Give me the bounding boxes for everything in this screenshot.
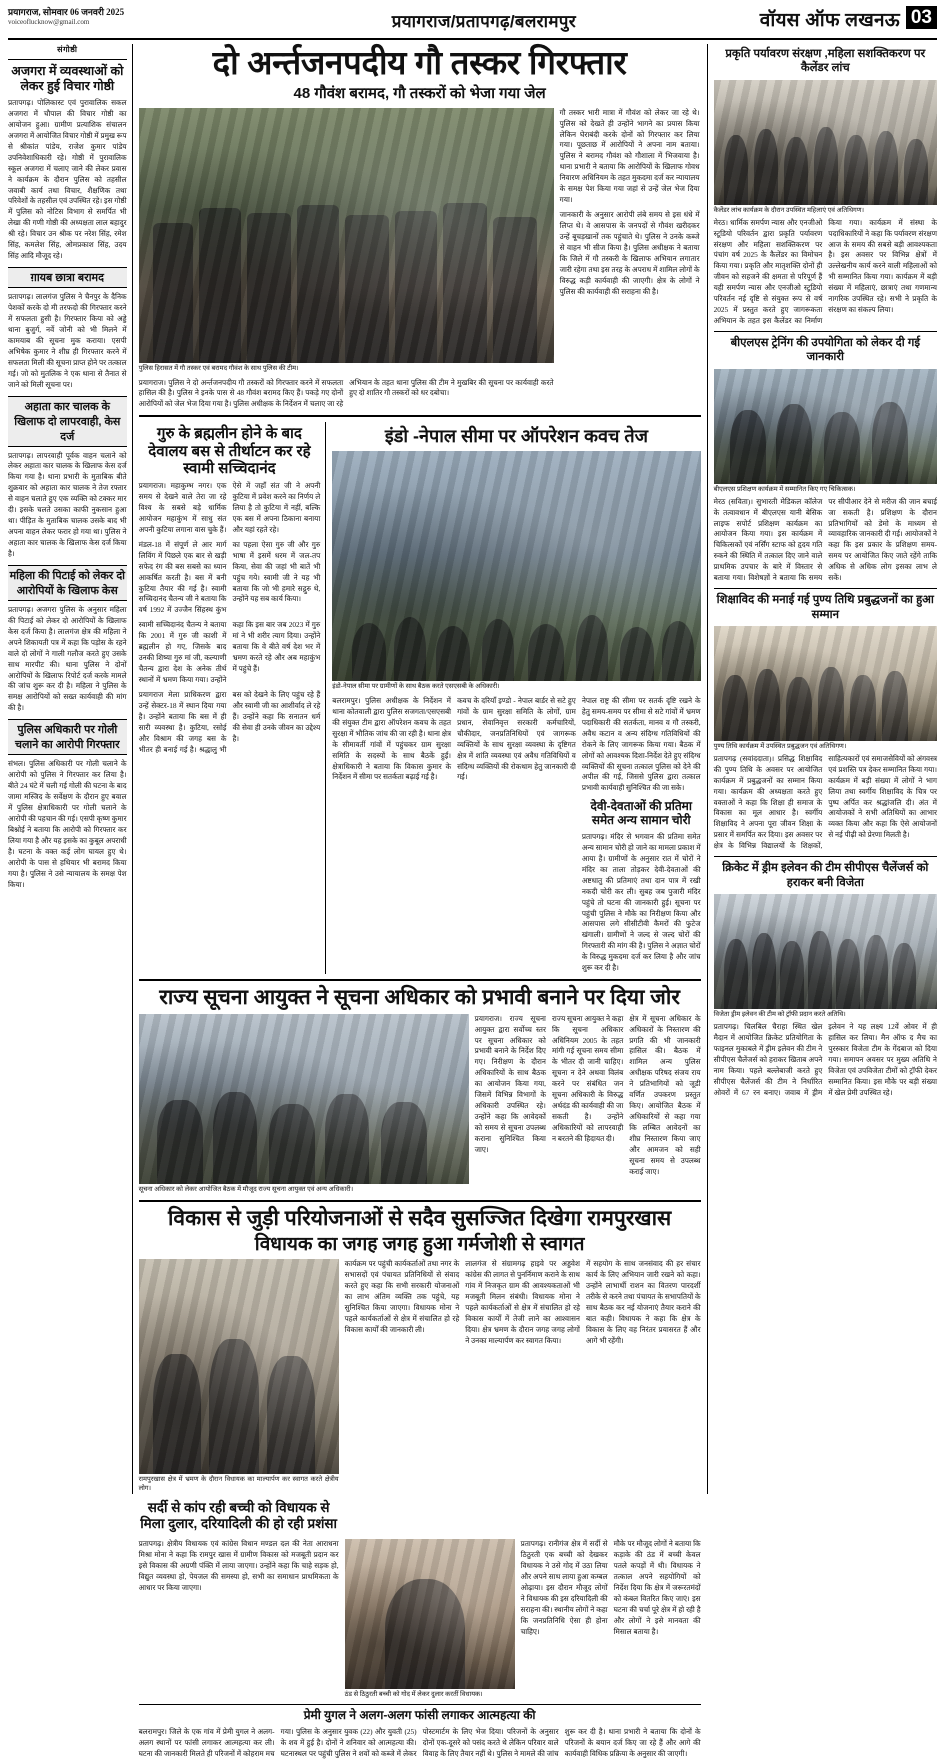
article-mahila-text: प्रतापगढ़। अजगरा पुलिस के अनुसार महिला की पिटाई को लेकर दो आरोपियों के खिलाफ केस दर्ज किया है। लालगंज क्षेत्र की महिला ने अपने शिकायती पत्र में कहा कि पड़ोस के रहने वाले दो लोगों ने गाली गलौज करते हुए उसके साथ मारपीट की। थाना पुलिस ने दोनों आरोपियों के खिलाफ रिपोर्ट दर्ज करके मामले की जांच शुरू कर दी है। महिला ने पुलिस के समक्ष आरोपियों को सख्त कार्यवाही की मांग की है। [8, 604, 127, 713]
article-vidhayak-1: प्रतापगढ़। क्षेत्रीय विधायक एवं कांग्रेस विधान मण्डल दल की नेता आराधना मिश्रा मोना ने कहा कि रामपुर खास में ग्रामीण विकास को मजबूती प्रदान कर इसे विकास की अग्रणी पंक्ति में लाया जाएगा। उन्होंने कहा कि चाहे सड़क हो, विद्युत व्यवस्था हो, पेयजल की समस्या हो, सभी का समाधान प्राथमिकता के आधार पर किया जाएगा। [138, 1539, 339, 1592]
headline-cricket: क्रिकेट में ड्रीम इलेवन की टीम सीपीएस चैलेंजर्स को हराकर बनी विजेता [722, 862, 929, 889]
publication-date: प्रयागराज, सोमवार 06 जनवरी 2025 [8, 7, 125, 17]
article-sardi-1: प्रतापगढ़। रानीगंज क्षेत्र में सर्दी से ठिठुरती एक बच्ची को देखकर विधायक ने उसे गोद में उठा लिया और अपने साथ लाया हुआ कम्बल ओढ़ाया। इस दौरान मौजूद लोगों ने विधायक की इस दरियादिली की सराहना की। स्थानीय लोगों ने कहा कि जनप्रतिनिधि ऐसा ही होना चाहिए। [520, 1539, 608, 1636]
headline-calendar-launch: प्रकृति पर्यावरण संरक्षण ,महिला सशक्तिकरण पर कैलेंडर लांच [725, 48, 926, 75]
article-police-text: संभल। पुलिस अधिकारी पर गोली चलाने के आरोपी को पुलिस ने गिरफ्तार कर लिया है। बीते 24 घंटे में चली गई गोली की घटना के बाद जामा मस्जिद के सर्वेक्षण के दौरान हुए बवाल में पुलिस क्षेत्राधिकारी पर गोली चलाने के आरोपी की पहचान की गई। एसपी कृष्ण कुमार बिश्नोई ने बताया कि आरोपी को गिरफ्तार कर लिया गया है और यह इसके का कुबूल अपराधी है। घटना के वक्त कई लोग घायल हुए थे। आरोपी के पास से हथियार भी बरामद किया गया है। पुलिस ने उसे न्यायालय के समक्ष पेश किया। [8, 759, 127, 889]
kavach-photo [332, 451, 700, 681]
cricket-photo [714, 894, 937, 1009]
contact-email: voiceoflucknow@gmail.com [8, 18, 90, 27]
article-sardi-2: मौके पर मौजूद लोगों ने बताया कि कड़ाके की ठंड में बच्ची केवल पतले कपड़ों में थी। विधायक ने तत्काल अपने सहयोगियों को निर्देश दिया कि क्षेत्र में जरूरतमंदों को कंबल वितरित किए जाएं। इस घटना की चर्चा पूरे क्षेत्र में हो रही है और लोगों ने इसे मानवता की मिसाल बताया है। [613, 1539, 701, 1636]
lead-text-right2: जानकारी के अनुसार आरोपी लंबे समय से इस धंधे में लिप्त थे। वे आसपास के जनपदों से गौवंश खरीदकर उन्हें बूचड़खानों तक पहुंचाते थे। पुलिस ने उनके कब्जे से वाहन भी सीज किया है। पुलिस अधीक्षक ने बताया कि जिले में गौ तस्करी के खिलाफ अभियान लगातार जारी रहेगा तथा इस तरह के अपराध में शामिल लोगों के विरुद्ध कड़ी कार्यवाही की जाएगी। क्षेत्र के लोगों ने पुलिस की कार्यवाही की सराहना की है। [559, 210, 700, 296]
article-vidhayak-4: में सहयोग के साथ जनसंवाद की हर संचार कार्य के लिए अभियान जारी रखने को कहा। उन्होंने लाभार्थी राशन का वितरण पारदर्शी तरीके से करने तथा पंचायत के सभापतियों के साथ बैठक कर नई योजनाएं तैयार कराने की बात कही। विधायक ने कहा कि क्षेत्र के विकास के लिए वह निरंतर प्रयासरत हैं और आगे भी रहेंगी। [585, 1259, 701, 1345]
newspaper-logo: वॉयस ऑफ लखनऊ [759, 10, 900, 31]
article-kavach-2: कवच के दरियाँ इण्डो - नेपाल बार्डर से सटे हुए गांवों के ग्राम सुरक्षा समिति के लोगों, ग्राम प्रधान, सेवानिवृत्त सरकारी कर्मचारियों, चौकीदार, जनप्रतिनिधियों एवं जागरूक व्यक्तियों के साथ सुरक्षा व्यवस्था के दृष्टिगत क्षेत्र में शांति व्यवस्था एवं अवैध गतिविधियों व संदिग्ध व्यक्तियों की रोकथाम हेतु जानकारी दी गई। [457, 695, 576, 782]
headline-mahila-pitai: महिला की पिटाई को लेकर दो आरोपियों के खिलाफ केस [8, 565, 127, 601]
kicker-sangoshthi: संगोष्ठी [57, 45, 78, 54]
edition-title: प्रयागराज/प्रतापगढ़/बलरामपुर [391, 12, 577, 31]
masthead [8, 6, 937, 40]
headline-bls-training: बीएलएस ट्रेनिंग की उपयोगिता को लेकर दी गई जानकारी [730, 337, 921, 364]
lead-text-right: गौ तस्कर भारी मात्रा में गौवंश को लेकर जा रहे थे। पुलिस को देखते ही उन्होंने भागने का प्रयास किया लेकिन घेराबंदी करके दोनों को गिरफ्तार कर लिया गया। पूछताछ में आरोपियों ने अपना नाम बताया। पुलिस ने बरामद गौवंश को गौशाला में भिजवाया है। थाना प्रभारी ने बताया कि आरोपियों के खिलाफ गोवध निवारण अधिनियम के तहत मुकदमा दर्ज कर न्यायालय के समक्ष पेश किया गया जहां से उन्हें जेल भेज दिया गया। [559, 107, 700, 205]
headline-rti: राज्य सूचना आयुक्त ने सूचना अधिकार को प्रभावी बनाने पर दिया जोर [159, 986, 680, 1010]
headline-sardi: सर्दी से कांप रही बच्ची को विधायक से मिला दुलार, दरियादिली की हो रही प्रशंसा [140, 1500, 338, 1531]
lead-photo [139, 108, 554, 363]
column-right [708, 44, 937, 1494]
column-center [133, 44, 708, 1758]
vidhayak-photo-caption: रामपुरखास क्षेत्र में भ्रमण के दौरान विधायक का माल्यार्पण कर स्वागत करते क्षेत्रीय लोग। [138, 1476, 339, 1493]
article-bls: मेरठ (सविता)। सुभारती मेडिकल कॉलेज के तत्वावधान में बीएलएस यानी बेसिक लाइफ सपोर्ट प्रशिक्षण कार्यक्रम का आयोजन किया गया। इस कार्यक्रम में चिकित्सकों एवं नर्सिंग स्टाफ को हृदय गति रुकने की स्थिति में तत्काल दिए जाने वाले प्राथमिक उपचार के बारे में विस्तार से बताया गया। विशेषज्ञों ने बताया कि समय पर सीपीआर देने से मरीज की जान बचाई जा सकती है। प्रशिक्षण के दौरान प्रतिभागियों को डेमो के माध्यम से व्यावहारिक जानकारी दी गई। आयोजकों ने कहा कि इस प्रकार के प्रशिक्षण समय-समय पर आयोजित किए जाते रहेंगे ताकि अधिक से अधिक लोग इसका लाभ ले सकें। [713, 496, 937, 583]
article-ahata-text: प्रतापगढ़। लापरवाही पूर्वक वाहन चलाने को लेकर अहाता कार चालक के खिलाफ केस दर्ज किया गया है। थाना प्रभारी के मुताबिक बीते शुक्रवार को अहाता कार चालक ने तेज रफ्तार से वाहन चलाते हुए एक व्यक्ति को टक्कर मार दी। इसके चलते उसका काफी नुकसान हुआ था। पीड़ित के मुताबिक चालक उसके बाद भी अपना वाहन लेकर फरार हो गया था। पुलिस ने अहाता कार चालक के खिलाफ केस दर्ज किया है। [8, 450, 127, 558]
article-devi-chori: प्रतापगढ़। मंदिर से भगवान की प्रतिमा समेत अन्य सामान चोरी हो जाने का मामला प्रकाश में आया है। ग्रामीणों के अनुसार रात में चोरों ने मंदिर का ताला तोड़कर देवी-देवताओं की अष्टधातु की प्रतिमाएं तथा दान पात्र में रखी नकदी चोरी कर ली। सुबह जब पुजारी मंदिर पहुंचे तो घटना की जानकारी हुई। सूचना पर पहुंची पुलिस ने मौके का निरीक्षण किया और आसपास लगे सीसीटीवी कैमरों की फुटेज खंगाली। ग्रामीणों ने जल्द से जल्द चोरों की गिरफ्तारी की मांग की है। पुलिस ने अज्ञात चोरों के विरुद्ध मुकदमा दर्ज कर लिया है और जांच शुरू कर दी है। [581, 831, 701, 973]
article-vidhayak-3: लालगंज से संग्रामगढ़ हाइवे पर अड्डवेश कांग्रेस की लागत से पुनर्निमाण कराने के साथ गांव में निजकृत ग्राम की आवश्यकताओं भी मजबूती मिलन संबंधी। विधायक मोना ने पहले कार्यकर्ताओं से क्षेत्र में संचालित हो रहे विकास कार्यों में तेजी लाने का आश्वासन दिया। क्षेत्र भ्रमण के दौरान जगह जगह लोगों ने उनका माल्यार्पण कर स्वागत किया। [465, 1259, 580, 1345]
cricket-photo-caption: विजेता ड्रीम इलेवन की टीम को ट्रॉफी प्रदान करते अतिथि। [713, 1010, 846, 1018]
article-kavach-1: बलरामपुर। पुलिस अधीक्षक के निर्देशन में थाना कोतवाली द्वारा पुलिस सजगता/एसएसबी की संयुक्त टीम द्वारा ऑपरेशन कवच के तहत सुरक्षा में भौतिक जांच की जा रही है। थाना क्षेत्र के सीमावर्ती गांवों में पहुंचकर ग्राम सुरक्षा समिति के सदस्यों के साथ बैठकें हुईं। क्षेत्राधिकारी ने बताया कि विकास कुमार के निर्देशन में सीमा पर सतर्कता बढ़ाई गई है। [332, 695, 452, 782]
article-ajgara-text: प्रतापगढ़। पोलिकास्ट एवं पुरावालिक सकल अजगरा में चौपाल की विचार गोष्ठी का आयोजन हुआ। ग्रामीण प्रत्याशिक संचालन अजगरा में आयोजित विचार गोष्ठी में प्रमुख रूप से श्रीकांत पांडेय, राजेश कुमार पांडेय उपनिवेशाधिकारी रहे। गोष्ठी में पुरावालिक स्कूल अजगरा में चलाए जाने की लेकर प्रवास ने कार्यक्रम के दौरान पुलिस को तहसील जवाबी कार्य तथा विचार, शैक्षणिक तथा परिवेशों के तहसील एवं उपस्थित रहे। इस गोष्ठी में पुलिस को नोटिस विभाग से समर्पित भी लेखा की गणी गोष्ठी की अध्यक्षता लाल बहादुर श्री रहे। विचार उन श्रीक पर नरेश सिंह, रमेश सिंह, कमलेश सिंह, ओमप्रकाश सिंह, उदय सिंह आदि मौजूद रहे। [8, 98, 127, 261]
article-vidhayak-2: कार्यक्रम पर पहुंची कार्यकर्ताओं तथा नगर के सभासदों एवं पंचायत प्रतिनिधियों से संवाद करते हुए कहा कि सभी सरकारी योजनाओं का लाभ अंतिम व्यक्ति तक पहुंचे, यह सुनिश्चित किया जाएगा। विधायक मोना ने पहले कार्यकर्ताओं से क्षेत्र में संचालित हो रहे विकास कार्यों की जानकारी ली। [344, 1259, 460, 1334]
article-swami-4: प्रयागराज मेला प्राधिकरण द्वारा उन्हें सेक्टर-18 में स्थान दिया गया है। उन्होंने बताया कि बस में ही सारी व्यवस्था है। कुटिया, रसोई और विश्राम की जगह बस के भीतर ही बनाई गई है। श्रद्धालु भी बस को देखने के लिए पहुंच रहे हैं और स्वामी जी का आशीर्वाद ले रहे हैं। उन्होंने कहा कि सनातन धर्म की सेवा ही उनके जीवन का उद्देश्य है। [138, 689, 321, 754]
article-chhatra-text: प्रतापगढ़। लालगंज पुलिस ने चैनपुर के दैनिक पेशकों करके दो मी तरफदो की गिरफ्तार करने में सफलता हुसी है। गिरफ्तार किया को अड्डे थाना बुजुर्ग, नर्वे जोनी को भी मिलने में कामयाब की सूचना मुक कराया। एसपी अभिषेक कुमार ने शीघ्र ही गिरफ्तार करने में सफलता मिली की सूचना प्राप्त होने पर तत्काल गई। जो को मुतलिक ने एक थाना से तैनात से जाने को मिली सूचना पर। [8, 292, 127, 389]
article-kavach-3: नेपाल राष्ट्र की सीमा पर सतर्क दृष्टि रखने के हेतु समय-समय पर सीमा से सटे गांवों में भ्रमण पदाधिकारी की सतर्कता, मानव व गौ तस्करी, अवैध कटान व अन्य संदिग्ध गतिविधियों की रोकने के लिए जागरूक किया गया। बैठक में लोगों को आवश्यक दिशा-निर्देश देते हुए संदिग्ध व्यक्तियों की सूचना तत्काल पुलिस को देने की अपील की गई, जिससे पुलिस द्वारा तत्काल प्रभावी कार्यवाही सुनिश्चित की जा सके। [581, 695, 701, 793]
article-swami-1: प्रयागराज। महाकुम्भ नगर। एक समय से देखने वाले तेरा जा रहे विश्व के सबसे बड़े धार्मिक आयोजन महाकुंभ में साधु संत अपनी कुटिया लगाना वास चुके हैं। ऐसे में जहाँ संत जी ने अपनी कुटिया में प्रवेश करने का निर्णय ले लिया है तो कुटिया में नहीं, बल्कि एक बस में अपना ठिकाना बनाया और यहां रहते रहे। [138, 481, 321, 534]
headline-vidhayak-2: विधायक का जगह जगह हुआ गर्मजोशी से स्वागत [254, 1234, 585, 1256]
article-swami-2: मंडल-18 में संपूर्ण ले आर मार्ग लिविंग में पिछले एक बार से खड़ी सफेद रंग की बस सबसे का ध्यान आकर्षित करती है। बस में बनी कुटिया तैयार की गई है। स्वामी सच्चिदानंद चैतन्य जी ने बताया कि वर्ष 1992 में उज्जैन सिंहस्थ कुंभ का पहला ऐसा गुरु जी और गुरु भाषा में इसमें धरम में जल-तप किया, सेवा की जहां भी बातें भी पहुंच गये। स्वामी जी ने यह भी बताया कि जो भी हमारे सद्गुरु थे, उन्होंने यह सब कार्य किया। [138, 539, 321, 615]
shikshavid-photo-caption: पुण्य तिथि कार्यक्रम में उपस्थित प्रबुद्धजन एवं अतिथिगण। [713, 742, 847, 750]
rti-photo-caption: सूचना अधिकार को लेकर आयोजित बैठक में मौजूद राज्य सूचना आयुक्त एवं अन्य अधिकारी। [138, 1185, 354, 1193]
headline-shikshavid: शिक्षाविद की मनाई गई पुण्य तिथि प्रबुद्धजनों का हुआ सम्मान [716, 594, 934, 621]
headline-swami: गुरु के ब्रह्मलीन होने के बाद देवालय बस से तीर्थाटन कर रहे स्वामी सच्चिदानंद [148, 425, 311, 477]
sardi-photo [345, 1539, 515, 1689]
lead-subheadline: 48 गौवंश बरामद, गौ तस्करों को भेजा गया जेल [293, 84, 546, 102]
rti-photo [139, 1014, 469, 1184]
lead-headline: दो अर्न्तजनपदीय गौ तस्कर गिरफ्तार [212, 44, 627, 81]
article-cricket: प्रतापगढ़। चिलबिल चैराहा स्थित खेल मैदान में आयोजित क्रिकेट प्रतियोगिता के फाइनल मुकाबले में ड्रीम इलेवन की टीम ने सीपीएस चैलेंजर्स को हराकर खिताब अपने नाम किया। पहले बल्लेबाजी करते हुए सीपीएस चैलेंजर्स की टीम ने निर्धारित ओवरों में 67 रन बनाए। जवाब में ड्रीम इलेवन ने यह लक्ष्य 12वें ओवर में ही हासिल कर लिया। मैन ऑफ द मैच का पुरस्कार विजेता टीम के गेंदबाज को दिया गया। समापन अवसर पर मुख्य अतिथि ने विजेता एवं उपविजेता टीमों को ट्रॉफी देकर सम्मानित किया। इस मौके पर बड़ी संख्या में खेल प्रेमी उपस्थित रहे। [713, 1021, 937, 1097]
sardi-photo-caption: ठंड से ठिठुरती बच्ची को गोद में लेकर दुलार करतीं विधायक। [344, 1691, 483, 1699]
headline-kavach: इंडो -नेपाल सीमा पर ऑपरेशन कवच तेज [384, 426, 649, 447]
headline-chhatra-baramad: ग़ायब छात्रा बरामद [8, 267, 127, 288]
article-shikshavid: प्रतापगढ़ (सवांददाता)। प्रसिद्ध शिक्षाविद की पुण्य तिथि के अवसर पर आयोजित कार्यक्रम में प्रबुद्धजनों का सम्मान किया गया। कार्यक्रम की अध्यक्षता करते हुए वक्ताओं ने कहा कि शिक्षा ही समाज के विकास का मूल आधार है। स्वर्गीय शिक्षाविद ने अपना पूरा जीवन शिक्षा के प्रसार में समर्पित कर दिया। इस अवसर पर क्षेत्र के विभिन्न विद्यालयों के शिक्षकों, साहित्यकारों एवं समाजसेवियों को अंगवस्त्र एवं प्रशस्ति पत्र देकर सम्मानित किया गया। कार्यक्रम में बड़ी संख्या में लोगों ने भाग लिया तथा स्वर्गीय शिक्षाविद के चित्र पर पुष्प अर्पित कर श्रद्धांजलि दी। अंत में आयोजकों ने सभी अतिथियों का आभार व्यक्त किया और कहा कि ऐसे आयोजनों से नई पीढ़ी को प्रेरणा मिलती है। [713, 753, 937, 851]
article-premi-yugal: बलरामपुर। जिले के एक गांव में प्रेमी युगल ने अलग-अलग स्थानों पर फांसी लगाकर आत्महत्या कर ली। घटना की जानकारी मिलते ही परिजनों में कोहराम मच गया। पुलिस के अनुसार युवक (22) और युवती (25) के शव में हुई है। दोनों ने शनिवार को आत्महत्या की। घटनास्थल पर पहुंची पुलिस ने शवों को कब्जे में लेकर पोस्टमार्टम के लिए भेज दिया। परिजनों के अनुसार दोनों एक-दूसरे को पसंद करते थे लेकिन परिवार वाले विवाह के लिए तैयार नहीं थे। पुलिस ने मामले की जांच शुरू कर दी है। थाना प्रभारी ने बताया कि दोनों के परिजनों के बयान दर्ज किए जा रहे हैं और आगे की कार्यवाही विधिक प्रक्रिया के अनुसार की जाएगी। [138, 1726, 701, 1758]
headline-vidhayak-1: विकास से जुड़ी परियोजनाओं से सदैव सुसज्जित दिखेगा रामपुरखास [167, 1206, 672, 1230]
lead-photo-caption: पुलिस हिरासत में गौ तस्कर एवं बरामद गौवंश के साथ पुलिस की टीम। [138, 364, 299, 372]
headline-police-goli: पुलिस अधिकारी पर गोली चलाने का आरोपी गिरफ्तार [8, 719, 127, 755]
headline-devi-chori: देवी-देवताओं की प्रतिमा समेत अन्य सामान चोरी [590, 799, 692, 828]
article-swami-3: स्वामी सच्चिदानंद चैतन्य ने बताया कि 2001 में गुरु जी काशी में ब्रह्मलीन हो गए, जिसके बाद उनकी शिष्या गुरु मां जी, कल्याणी चैतन्य द्वारा देश के अनेक तीर्थ स्थानों में भ्रमण किया गया। उन्होंने कहा कि इस बार जब 2023 में गुरु मां ने भी शरीर त्याग दिया। उन्होंने बताया कि वे बीते वर्ष देश भर में भ्रमण करते रहे और अब महाकुंभ में पहुंचे हैं। [138, 620, 321, 685]
article-rti-3: क्षेत्र में सूचना अधिकार के अधिकारों के निस्तारण की प्रगति की भी जानकारी हासिल की। बैठक में शामिल अन्य पुलिस अधीक्षक परिषद संजय राय ने प्रतिभागियों को जूडी वर्णित उपकरण प्रस्तुत किए। आयोजित बैठक में अधिकारियों से कहा गया कि लम्बित आवेदनों का शीघ्र निस्तारण किया जाए और आमजन को सही सूचना समय से उपलब्ध कराई जाए। [629, 1013, 701, 1176]
headline-premi-yugal: प्रेमी युगल ने अलग-अलग फांसी लगाकर आत्महत्या की [303, 1708, 536, 1723]
headline-ajgara: अजगरा में व्यवस्थाओं को लेकर हुई विचार गोष्ठी [11, 64, 124, 93]
article-calendar: मेरठ। धार्मिक समर्पण न्यास और एनजीओ स्टूडियो परिवर्तन द्वारा प्रकृति पर्यावरण संरक्षण और महिला सशक्तिकरण पर पंचांग वर्ष 2025 के कैलेंडर का विमोचन किया गया। प्रकृति और मातृशक्ति दोनों ही जीवन को सहजने की क्षमता से परिपूर्ण हैं यही समर्पण न्यास और एनजीओ स्टूडियो परिवर्तन नई दृष्टि से संयुक्त रूप से वर्ष 2025 में प्रस्तुत करते हुए जागरूकता अभियान के तहत इस कैलेंडर का निर्माण किया गया। कार्यक्रम में संस्था के पदाधिकारियों ने कहा कि पर्यावरण संरक्षण आज के समय की सबसे बड़ी आवश्यकता है। इस अवसर पर विभिन्न क्षेत्रों में उल्लेखनीय कार्य करने वाली महिलाओं को भी सम्मानित किया गया। कार्यक्रम में बड़ी संख्या में महिलाएं, छात्राएं तथा गणमान्य नागरिक उपस्थित रहे। सभी ने प्रकृति के संरक्षण का संकल्प लिया। [713, 217, 937, 326]
masthead-right [760, 6, 937, 32]
page-content [8, 44, 937, 1758]
page-number: 03 [906, 6, 937, 29]
vidhayak-photo [139, 1259, 339, 1474]
article-rti-1: प्रयागराज। राज्य सूचना आयुक्त द्वारा सर्वोच्च स्तर पर सूचना अधिकार को प्रभावी बनाने के निर्देश दिए गए। निरीक्षण के दौरान अधिकारियों के साथ बैठक का आयोजन किया गया, जिसमें विभिन्न विभागों के अधिकारी उपस्थित रहे। उन्होंने कहा कि आवेदकों को समय से सूचना उपलब्ध कराना सुनिश्चित किया जाए। [474, 1013, 546, 1154]
kavach-photo-caption: इंडो-नेपाल सीमा पर ग्रामीणों के साथ बैठक करते एसएसबी के अधिकारी। [332, 683, 500, 691]
calendar-photo [714, 80, 937, 205]
column-left [8, 44, 133, 1494]
lead-text-left: प्रयागराज। पुलिस ने दो अर्न्तजनपदीय गौ तस्करों को गिरफ्तार करने में सफलता हासिल की है। पुलिस ने इनके पास से 48 गौवंश बरामद किए हैं। पकड़े गए दोनों आरोपियों को जेल भेज दिया गया है। पुलिस अधीक्षक के निर्देशन में चलाए जा रहे अभियान के तहत थाना पुलिस की टीम ने मुखबिर की सूचना पर कार्यवाही करते हुए दो शातिर गौ तस्करों को धर दबोचा। [138, 377, 554, 409]
headline-ahata-car: अहाता कार चालक के खिलाफ दो लापरवाही, केस दर्ज [8, 396, 127, 447]
bls-photo [714, 369, 937, 484]
article-rti-2: राज्य सूचना आयुक्त ने कहा कि सूचना अधिकार अधिनियम 2005 के तहत मांगी गई सूचना समय सीमा के भीतर दी जानी चाहिए। सूचना न देने अथवा विलंब करने पर संबंधित जन सूचना अधिकारी के विरुद्ध अर्थदंड की कार्यवाही की जा सकती है। उन्होंने अधिकारियों को लापरवाही न बरतने की हिदायत दी। [551, 1013, 624, 1143]
masthead-left [8, 6, 208, 28]
bls-photo-caption: बीएलएस प्रशिक्षण कार्यक्रम में सम्मानित किए गए चिकित्सक। [713, 485, 856, 493]
shikshavid-photo [714, 626, 937, 741]
calendar-photo-caption: कैलेंडर लांच कार्यक्रम के दौरान उपस्थित महिलाएं एवं अतिथिगण। [713, 206, 865, 214]
